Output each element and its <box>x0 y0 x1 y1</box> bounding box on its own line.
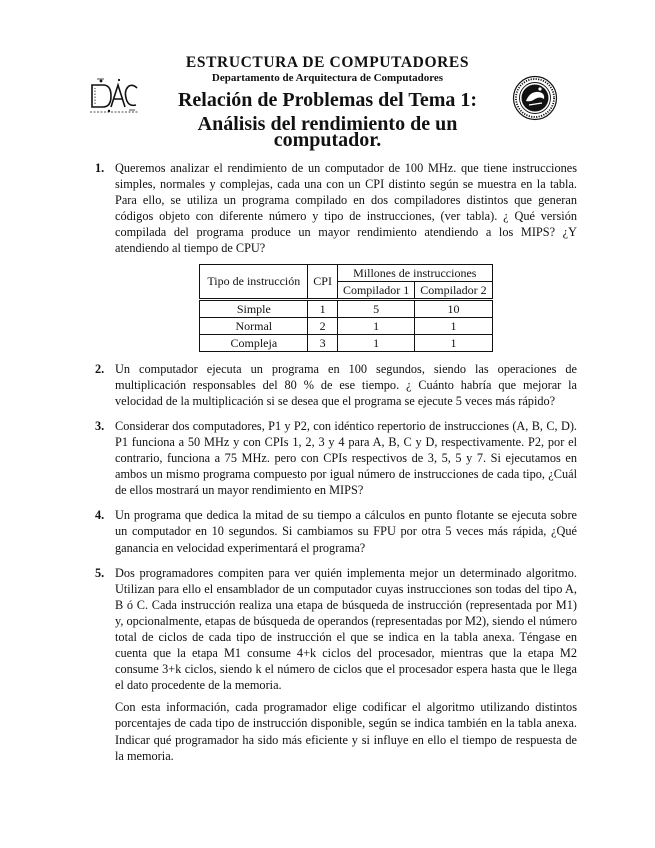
problem-list <box>95 160 577 773</box>
cell-cpi: 1 <box>308 299 338 317</box>
page-header <box>0 0 655 170</box>
problem-text: Dos programadores compiten para ver quién implementa mejor un determinado algoritmo. Utilizan para ello el ensamblador de un computador cuyas instrucciones son todas del tipo A, B ó C. Cada instrucción realiza una etapa de búsqueda de instrucción (representada por M1) y, opcionalmente, etapas de búsqueda de operandos (representadas por M2), siendo el número total de ciclos de cada tipo de instrucción el que se indica en la tabla anexa. Téngase en cuenta que la etapa M1 consume 4+k ciclos del procesador, mientras que la etapa M2 consume 3+k ciclos, siendo k el número de ciclos que el procesador espera hasta que le llega el dato procedente de la memoria. <box>115 565 577 693</box>
header-cpi: CPI <box>308 264 338 299</box>
problem-number: 2. <box>95 361 105 376</box>
cell-tipo: Normal <box>200 317 308 334</box>
header-tipo-instruccion: Tipo de instrucción <box>200 264 308 299</box>
problem-text: Un programa que dedica la mitad de su tiempo a cálculos en punto flotante se ejecuta sobre un computador en 10 segundos. Si cambiamos su FPU por otra 5 veces más rápida, ¿Qué ganancia en velocidad experimentará el programa? <box>115 508 577 555</box>
problem-4 <box>95 507 577 555</box>
cell-compilador-1: 1 <box>337 334 414 351</box>
cell-cpi: 3 <box>308 334 338 351</box>
cell-tipo: Compleja <box>200 334 308 351</box>
cell-compilador-2: 1 <box>415 317 492 334</box>
university-seal-logo <box>512 75 558 121</box>
cell-compilador-2: 10 <box>415 299 492 317</box>
department-name: Departamento de Arquitectura de Computadores <box>211 72 444 84</box>
cell-cpi: 2 <box>308 317 338 334</box>
problem-number: 1. <box>95 161 105 175</box>
instruction-table <box>199 264 492 352</box>
cell-compilador-1: 5 <box>337 299 414 317</box>
problem-number: 3. <box>95 418 105 433</box>
problem-text-continued: Con esta información, cada programador elige codificar el algoritmo utilizando distintos porcentajes de cada tipo de instrucción disponible, según se indica también en la tabla anexa. Indicar qué programador ha sido más eficiente y si influye en ello el tiempo de respuesta de la memoria. <box>115 700 577 763</box>
table-row <box>200 299 492 317</box>
problem-number: 4. <box>95 508 105 523</box>
cell-compilador-1: 1 <box>337 317 414 334</box>
problem-text: Queremos analizar el rendimiento de un computador de 100 MHz. que tiene instrucciones simples, normales y complejas, cada una con un CPI distinto según se muestra en la tabla. Para ello, se utiliza un programa compilado en dos compiladores distintos que generan códigos objeto con diferente número y tipo de instrucciones, (ver tabla). ¿ Qué versión compilada del programa produce un mayor rendimiento atendiendo a los MIPS? ¿Y atendiendo al tiempo de CPU? <box>115 161 577 256</box>
document-title: Relación de Problemas del Tema 1: <box>177 89 478 111</box>
problem-2 <box>95 361 577 409</box>
problem-text: Un computador ejecuta un programa en 100 segundos, siendo las operaciones de multiplicación responsables del 80 % de ese tiempo. ¿ Cuánto habría que mejorar la velocidad de la multiplicación si se desea que el programa se ejecute 5 veces más rápido? <box>115 361 577 408</box>
cell-tipo: Simple <box>200 299 308 317</box>
problem-1 <box>95 160 577 352</box>
table-row <box>200 334 492 351</box>
header-millones-instrucciones: Millones de instrucciones <box>337 264 492 281</box>
document-subtitle: Análisis del rendimiento de un computador. <box>197 113 458 151</box>
table-row <box>200 317 492 334</box>
institution-title: ESTRUCTURA DE COMPUTADORES <box>185 54 470 71</box>
cell-compilador-2: 1 <box>415 334 492 351</box>
problem-5 <box>95 565 577 764</box>
problem-text: Considerar dos computadores, P1 y P2, con idéntico repertorio de instrucciones (A, B, C, D). P1 funciona a 50 MHz y con CPIs 1, 2, 3 y 4 para A, B, C y D, respectivamente. P2, por el contrario, funciona a 75 MHz. pero con CPIs respectivos de 3, 5, 5 y 7. Si ejecutamos en ambos un mismo programa compuesto por igual número de instrucciones de cada tipo, ¿Cuál de ellos mostrará un mayor rendimiento en MIPS? <box>115 418 577 498</box>
header-compilador-1: Compilador 1 <box>337 281 414 299</box>
problem-number: 5. <box>95 565 105 580</box>
header-compilador-2: Compilador 2 <box>415 281 492 299</box>
problem-3 <box>95 418 577 498</box>
